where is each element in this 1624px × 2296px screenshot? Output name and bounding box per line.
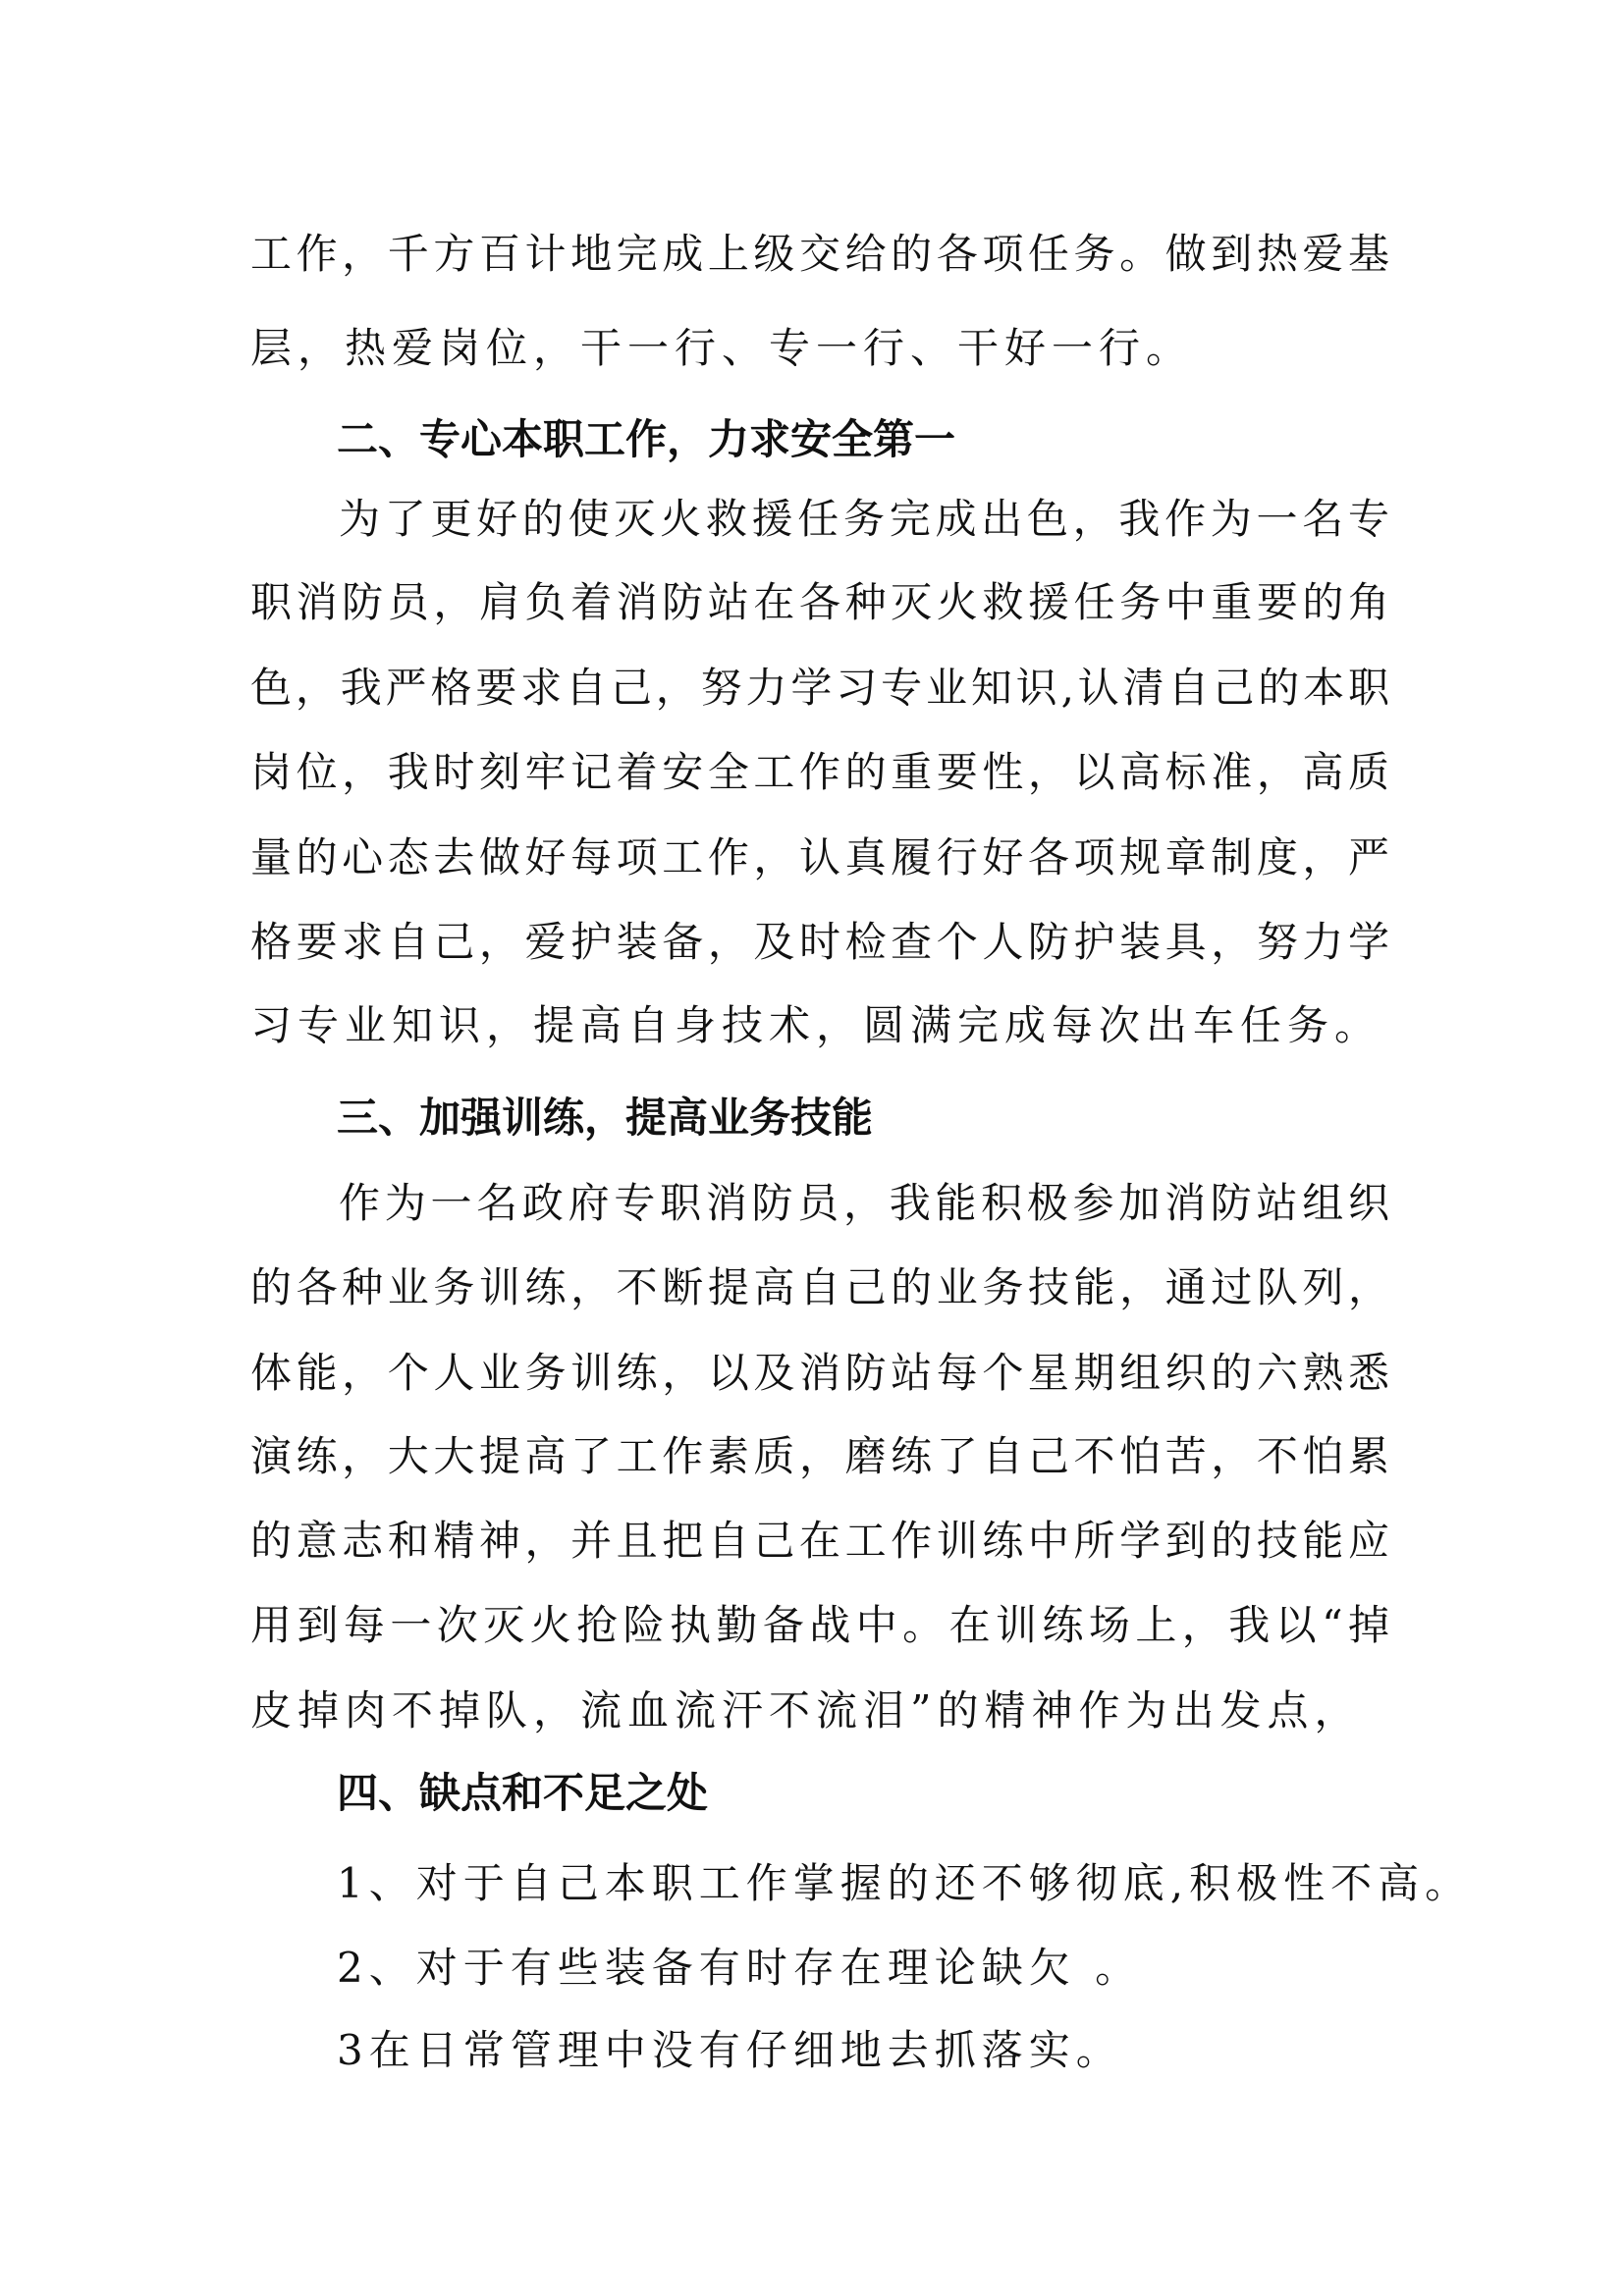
paragraph-line: 为了更好的使灭火救援任务完成出色，我作为一名专 [339, 495, 1389, 543]
section-heading-4: 四、缺点和不足之处 [337, 1769, 709, 1817]
paragraph-line: 色，我严格要求自己，努力学习专业知识,认清自己的本职 [250, 664, 1389, 712]
section-heading-3: 三、加强训练，提高业务技能 [337, 1094, 874, 1142]
paragraph-line: 用到每一次灭火抢险执勤备战中。在训练场上，我以“掉 [250, 1601, 1389, 1649]
paragraph-line: 习专业知识，提高自身技术，圆满完成每次出车任务。 [250, 1001, 1382, 1049]
paragraph-line: 工作，千方百计地完成上级交给的各项任务。做到热爱基 [250, 230, 1389, 278]
list-item: 3在日常管理中没有仔细地去抓落实。 [337, 2026, 1123, 2074]
paragraph-line: 岗位，我时刻牢记着安全工作的重要性，以高标准，高质 [250, 748, 1389, 796]
list-item: 2、对于有些装备有时存在理论缺欠 。 [337, 1944, 1143, 1992]
paragraph-line: 量的心态去做好每项工作，认真履行好各项规章制度，严 [250, 833, 1389, 881]
paragraph-line: 体能，个人业务训练，以及消防站每个星期组织的六熟悉 [250, 1349, 1389, 1397]
paragraph-line: 演练，大大提高了工作素质，磨练了自己不怕苦，不怕累 [250, 1432, 1389, 1480]
paragraph-line: 作为一名政府专职消防员，我能积极参加消防站组织 [339, 1179, 1389, 1227]
paragraph-line: 职消防员，肩负着消防站在各种灭火救援任务中重要的角 [250, 578, 1389, 626]
list-item: 1、对于自己本职工作掌握的还不够彻底,积极性不高。 [337, 1859, 1473, 1907]
paragraph-line: 皮掉肉不掉队，流血流汗不流泪”的精神作为出发点， [250, 1686, 1362, 1735]
paragraph-line: 的各种业务训练，不断提高自己的业务技能，通过队列， [250, 1263, 1389, 1311]
paragraph-line: 格要求自己，爱护装备，及时检查个人防护装具，努力学 [250, 918, 1389, 966]
paragraph-line: 层，热爱岗位，干一行、专一行、干好一行。 [250, 324, 1194, 372]
paragraph-line: 的意志和精神，并且把自己在工作训练中所学到的技能应 [250, 1517, 1389, 1565]
section-heading-2: 二、专心本职工作，力求安全第一 [337, 415, 956, 463]
